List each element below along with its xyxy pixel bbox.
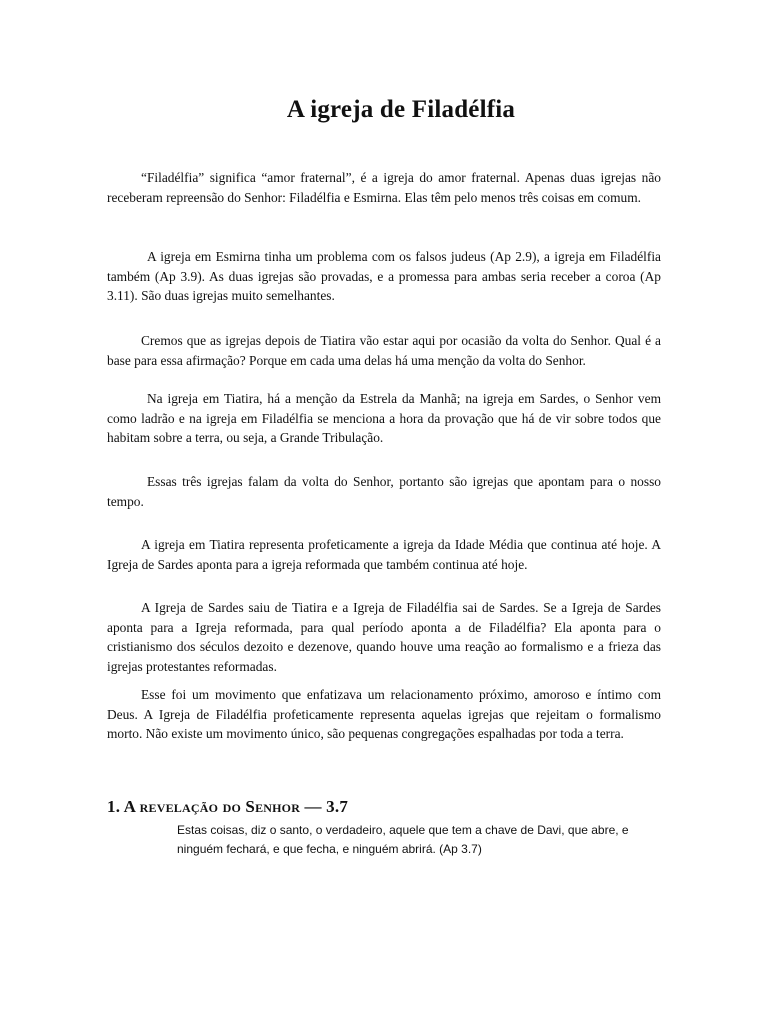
paragraph-8: Esse foi um movimento que enfatizava um relacionamento próximo, amoroso e íntimo com Deus. A Igreja de Filadélfia profeticamente representa aquelas igrejas que rejeitam o formalismo morto. Não existe um movimento único, são pequenas congregações espalhadas por toda a terra. — [107, 687, 661, 741]
paragraph-3: Cremos que as igrejas depois de Tiatira vão estar aqui por ocasião da volta do Senhor. Qual é a base para essa afirmação? Porque em cada uma delas há uma menção da volta do Senhor. — [107, 333, 661, 368]
paragraph-6: A igreja em Tiatira representa profeticamente a igreja da Idade Média que continua até hoje. A Igreja de Sardes aponta para a igreja reformada que também continua até hoje. — [107, 537, 661, 572]
scripture-quote: Estas coisas, diz o santo, o verdadeiro, aquele que tem a chave de Davi, que abre, e ninguém fechará, e que fecha, e ninguém abrirá. (Ap 3.7) — [177, 823, 629, 856]
page-title: A igreja de Filadélfia — [286, 96, 516, 123]
paragraph-2: A igreja em Esmirna tinha um problema com os falsos judeus (Ap 2.9), a igreja em Filadélfia também (Ap 3.9). As duas igrejas são provadas, e a promessa para ambas seria receber a coroa (Ap 3.11). São duas igrejas muito semelhantes. — [107, 249, 661, 303]
paragraph-7: A Igreja de Sardes saiu de Tiatira e a Igreja de Filadélfia sai de Sardes. Se a Igreja de Sardes aponta para a Igreja reformada, para qual período aponta a de Filadélfia? Ela aponta para o cristianismo dos séculos dezoito e dezenove, quando houve uma reação ao formalismo e a frieza das igrejas protestantes reformadas. — [107, 600, 661, 674]
paragraph-4: Na igreja em Tiatira, há a menção da Estrela da Manhã; na igreja em Sardes, o Senhor vem como ladrão e na igreja em Filadélfia se menciona a hora da provação que há de vir sobre todos que habitam sobre a terra, ou seja, a Grande Tribulação. — [107, 391, 661, 445]
paragraph-1: “Filadélfia” significa “amor fraternal”, é a igreja do amor fraternal. Apenas duas igrejas não receberam repreensão do Senhor: Filadélfia e Esmirna. Elas têm pelo menos três coisas em comum. — [107, 170, 661, 205]
section-heading: 1. A revelação do Senhor — 3.7 — [107, 797, 349, 816]
paragraph-5: Essas três igrejas falam da volta do Senhor, portanto são igrejas que apontam para o nosso tempo. — [107, 474, 661, 509]
